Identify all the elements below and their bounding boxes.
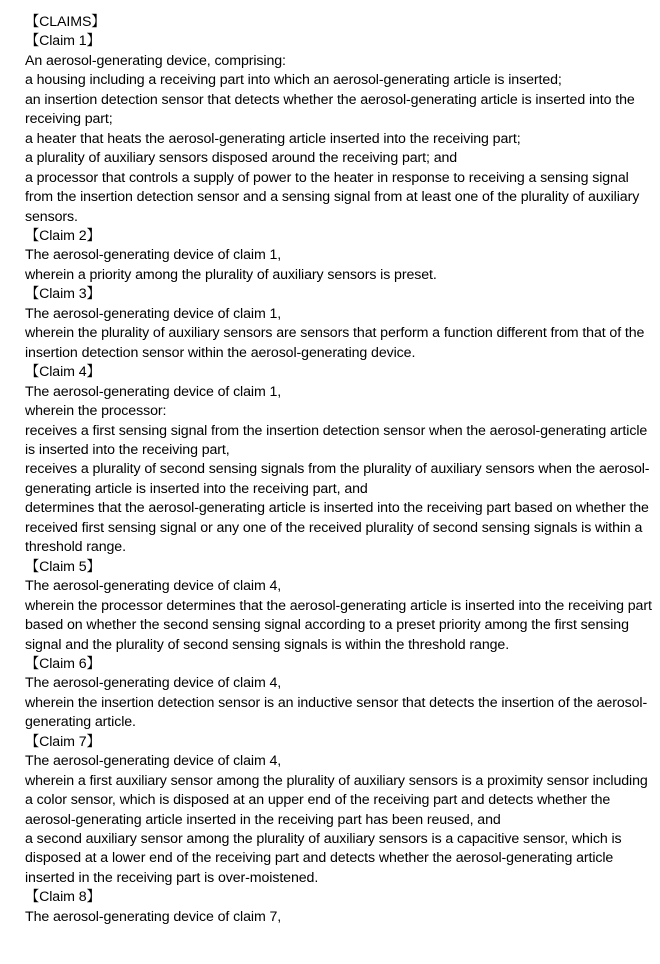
claim-6 (25, 655, 655, 733)
claim-1 (25, 32, 655, 227)
claim-4 (25, 363, 655, 558)
claim-paragraph: a second auxiliary sensor among the plurality of auxiliary sensors is a capacitive sensor, which is disposed at a lower end of the receiving part and detects whether the aerosol-generating article inserted in the receiving part is over-moistened. (25, 831, 622, 886)
claim-paragraph: wherein the processor determines that the aerosol-generating article is inserted into the receiving part based on whether the second sensing signal according to a preset priority among the first sensing signal and the plurality of second sensing signals is within the threshold range. (25, 597, 652, 653)
claim-paragraph: a plurality of auxiliary sensors disposed around the receiving part; and (25, 150, 458, 167)
claim-paragraph: receives a plurality of second sensing signals from the plurality of auxiliary sensors when the aerosol-generating article is inserted into the receiving part, and (25, 461, 650, 497)
claim-paragraph: The aerosol-generating device of claim 1, (25, 383, 282, 400)
section-heading: 【CLAIMS】 (25, 14, 106, 30)
claim-paragraph: determines that the aerosol-generating article is inserted into the receiving part based on whether the received first sensing signal or any one of the received plurality of second sensing signals is within a threshold range. (25, 500, 649, 556)
claim-paragraph: wherein the plurality of auxiliary sensors are sensors that perform a function different from that of the insertion detection sensor within the aerosol-generating device. (25, 325, 645, 361)
claim-2 (25, 227, 655, 285)
claim-heading: 【Claim 7】 (25, 733, 101, 750)
claim-3 (25, 285, 655, 363)
claim-paragraph: The aerosol-generating device of claim 4, (25, 578, 282, 595)
claim-paragraph: wherein the processor: (25, 403, 167, 420)
claim-paragraph: The aerosol-generating device of claim 7, (25, 908, 282, 925)
claim-8 (25, 888, 655, 927)
claim-heading: 【Claim 6】 (25, 655, 101, 672)
claim-paragraph: a heater that heats the aerosol-generating article inserted into the receiving part; (25, 130, 521, 147)
claim-paragraph: wherein the insertion detection sensor is an inductive sensor that detects the insertion of the aerosol-generating article. (25, 694, 648, 731)
claim-heading: 【Claim 1】 (25, 33, 101, 50)
claim-paragraph: The aerosol-generating device of claim 4, (25, 675, 282, 692)
claim-paragraph: The aerosol-generating device of claim 1, (25, 305, 282, 322)
claim-heading: 【Claim 2】 (25, 227, 101, 244)
claim-7 (25, 733, 655, 889)
claim-paragraph: An aerosol-generating device, comprising: (25, 52, 286, 69)
claim-5 (25, 558, 655, 655)
claim-paragraph: a housing including a receiving part into which an aerosol-generating article is inserted; (25, 72, 562, 89)
claim-heading: 【Claim 3】 (25, 286, 101, 303)
claim-heading: 【Claim 8】 (25, 889, 101, 906)
claim-paragraph: receives a first sensing signal from the insertion detection sensor when the aerosol-generating article is inserted into the receiving part, (25, 422, 648, 458)
claims-document (25, 13, 655, 927)
claim-paragraph: a processor that controls a supply of power to the heater in response to receiving a sensing signal from the insertion detection sensor and a sensing signal from at least one of the plurality of auxiliary sensors. (25, 169, 640, 225)
claim-heading: 【Claim 5】 (25, 558, 101, 575)
claim-paragraph: wherein a priority among the plurality of auxiliary sensors is preset. (25, 266, 437, 283)
claim-paragraph: The aerosol-generating device of claim 1, (25, 247, 282, 264)
claim-heading: 【Claim 4】 (25, 364, 101, 381)
claim-paragraph: The aerosol-generating device of claim 4, (25, 753, 282, 770)
claim-paragraph: wherein a first auxiliary sensor among the plurality of auxiliary sensors is a proximity sensor including a color sensor, which is disposed at an upper end of the receiving part and detects whether the aerosol-generating article inserted in the receiving part has been reused, and (25, 772, 648, 828)
claim-paragraph: an insertion detection sensor that detects whether the aerosol-generating article is inserted into the receiving part; (25, 91, 635, 128)
